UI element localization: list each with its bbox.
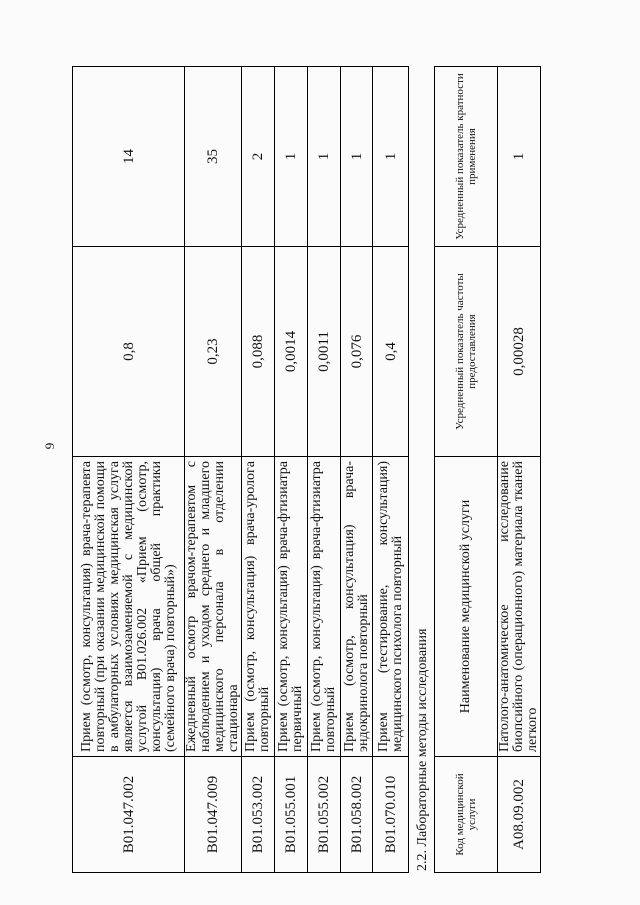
- frequency-value: 0,00028: [498, 247, 541, 457]
- service-name: Ежедневный осмотр врачом-терапевтом с наблюдением и уходом среднего и младшего медицинского персонала в отделении стационара: [185, 457, 242, 757]
- header-multiplicity: Усредненный показатель кратности применения: [435, 67, 498, 247]
- multiplicity-value: 35: [185, 67, 242, 247]
- table-row: [373, 67, 409, 873]
- service-code: B01.058.002: [341, 757, 373, 873]
- section-title: 2.2. Лабораторные методы исследования: [415, 628, 430, 871]
- service-code: B01.055.001: [275, 757, 308, 873]
- service-name: Прием (осмотр, консультация) врача-уролога повторный: [242, 457, 275, 757]
- frequency-value: 0,4: [373, 247, 409, 457]
- service-name: Патолого-анатомическое исследование биопсийного (операционного) материала тканей легкого: [498, 457, 541, 757]
- rotated-page-content: [72, 67, 540, 873]
- frequency-value: 0,8: [73, 247, 185, 457]
- service-name: Прием (тестирование, консультация) медицинского психолога повторный: [373, 457, 409, 757]
- frequency-value: 0,076: [341, 247, 373, 457]
- header-frequency: Усредненный показатель частоты предоставления: [435, 247, 498, 457]
- frequency-value: 0,0011: [308, 247, 341, 457]
- multiplicity-value: 1: [498, 67, 541, 247]
- frequency-value: 0,088: [242, 247, 275, 457]
- table-row: [498, 67, 541, 873]
- table-row: [242, 67, 275, 873]
- lab-methods-table: [434, 66, 541, 873]
- service-code: B01.053.002: [242, 757, 275, 873]
- multiplicity-value: 2: [242, 67, 275, 247]
- table-row: [308, 67, 341, 873]
- frequency-value: 0,23: [185, 247, 242, 457]
- frequency-value: 0,0014: [275, 247, 308, 457]
- multiplicity-value: 14: [73, 67, 185, 247]
- multiplicity-value: 1: [341, 67, 373, 247]
- service-name: Прием (осмотр, консультация) врача-терапевта повторный (при оказании медицинской помощи в амбулаторных условиях медицинская услуга является взаимозаменяемой с медицинской услугой B01.026.002 «Прием (осмотр, консультация) врача общей практики (семейного врача) повторный»): [73, 457, 185, 757]
- multiplicity-value: 1: [275, 67, 308, 247]
- table-row: [275, 67, 308, 873]
- page-number: 9: [42, 442, 57, 450]
- service-code: B01.055.002: [308, 757, 341, 873]
- service-code: B01.070.010: [373, 757, 409, 873]
- service-name: Прием (осмотр, консультация) врача-эндокринолога повторный: [341, 457, 373, 757]
- table-header-row: [435, 67, 498, 873]
- service-code: A08.09.002: [498, 757, 541, 873]
- service-code: B01.047.002: [73, 757, 185, 873]
- table-row: [185, 67, 242, 873]
- header-name: Наименование медицинской услуги: [435, 457, 498, 757]
- multiplicity-value: 1: [308, 67, 341, 247]
- table-row: [341, 67, 373, 873]
- services-table: [72, 66, 409, 873]
- service-code: B01.047.009: [185, 757, 242, 873]
- table-row: [73, 67, 185, 873]
- header-code: Код медицинской услуги: [435, 757, 498, 873]
- multiplicity-value: 1: [373, 67, 409, 247]
- service-name: Прием (осмотр, консультация) врача-фтизиатра первичный: [275, 457, 308, 757]
- service-name: Прием (осмотр, консультация) врача-фтизиатра повторный: [308, 457, 341, 757]
